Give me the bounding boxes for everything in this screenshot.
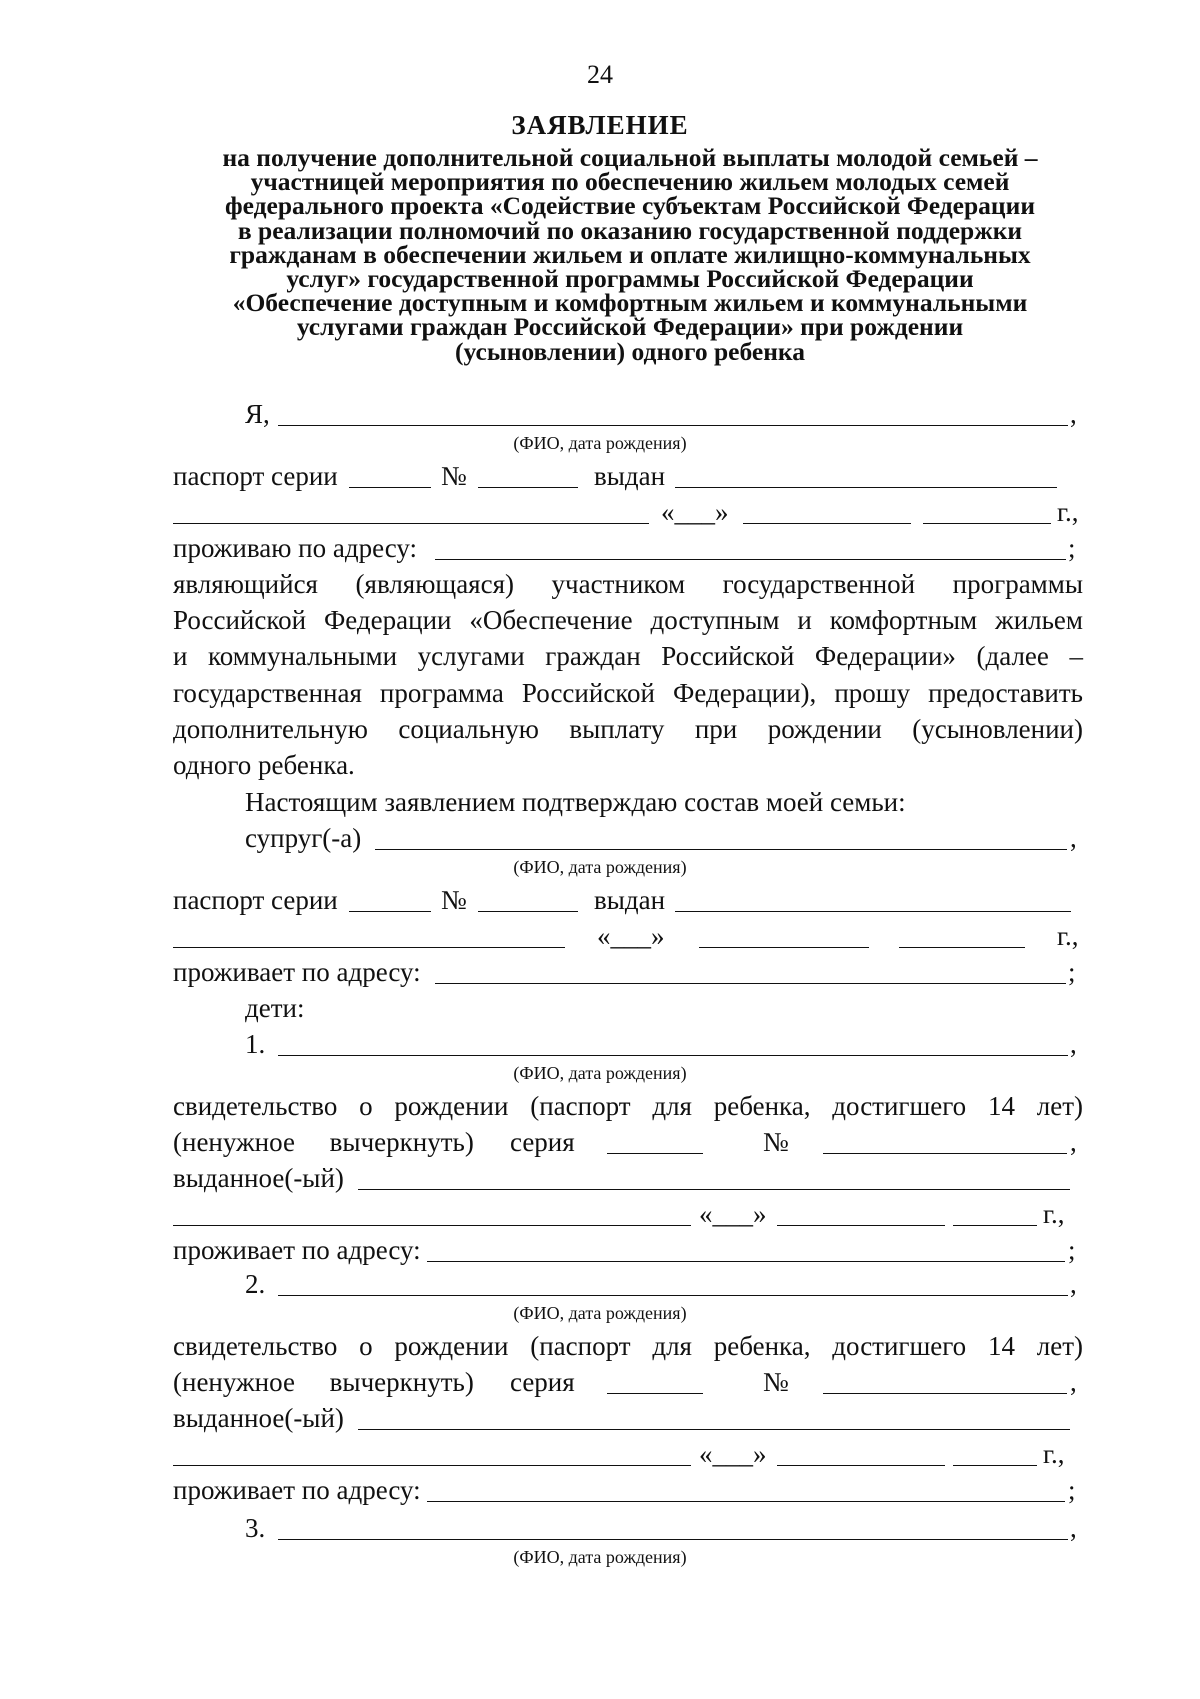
child-2-date-year-field[interactable] (953, 1465, 1037, 1466)
applicant-date-month-field[interactable] (743, 523, 911, 524)
spouse-passport-row (173, 882, 1083, 918)
child-1-issue-date-row (173, 1196, 1083, 1232)
body-paragraph (173, 566, 1083, 783)
spouse-address-field[interactable] (435, 983, 1066, 984)
child-1-date-month-field[interactable] (777, 1225, 945, 1226)
subtitle-line: участницей мероприятия по обеспечению жильем молодых семей (250, 167, 1010, 197)
page-number: 24 (587, 60, 613, 89)
spouse-date-year-field[interactable] (899, 947, 1025, 948)
child-1-issued-by-field[interactable] (358, 1189, 1070, 1190)
spouse-address-row (173, 954, 1083, 990)
year-suffix: г., (1057, 497, 1079, 527)
spouse-passport-series-field[interactable] (349, 911, 431, 912)
certificate-text: свидетельство о рождении (паспорт для ребенка, достигшего 14 лет) (173, 1091, 1083, 1121)
applicant-name-row (173, 396, 1083, 432)
semicolon: ; (1068, 1235, 1076, 1265)
passport-label: паспорт серии (173, 461, 338, 491)
semicolon: ; (1068, 533, 1076, 563)
applicant-name-field[interactable] (278, 425, 1068, 426)
child-2-name-row (173, 1266, 1083, 1302)
subtitle-line: в реализации полномочий по оказанию государственной поддержки (237, 215, 1023, 245)
child-1-issued-row (173, 1160, 1083, 1196)
number-sign: № (441, 885, 467, 915)
subtitle-line: на получение дополнительной социальной выплаты молодой семьей – (222, 143, 1038, 172)
number-sign: № (441, 461, 467, 491)
comma: , (1070, 1127, 1077, 1157)
issued-label: выдан (594, 461, 666, 491)
children-label-row (173, 990, 1083, 1026)
body-line: дополнительную социальную выплату при рождении (усыновлении) (173, 713, 1083, 744)
child-2-certificate-line (173, 1328, 1083, 1364)
subtitle-line: федерального проекта «Содействие субъектам Российской Федерации (224, 191, 1036, 221)
applicant-issued-by-field-cont[interactable] (173, 523, 649, 524)
child-2-series-field[interactable] (607, 1393, 703, 1394)
document-title: ЗАЯВЛЕНИЕ (511, 110, 689, 140)
address-label: проживает по адресу: (173, 1235, 421, 1265)
child-2-address-row (173, 1472, 1083, 1508)
spouse-issued-by-field-cont[interactable] (173, 947, 565, 948)
family-intro: Настоящим заявлением подтверждаю состав моей семьи: (245, 787, 906, 817)
child-2-date-month-field[interactable] (777, 1465, 945, 1466)
spouse-name-field[interactable] (375, 849, 1067, 850)
child-1-name-field[interactable] (278, 1055, 1068, 1056)
child-3-name-row (173, 1510, 1083, 1546)
semicolon: ; (1068, 957, 1076, 987)
semicolon: ; (1068, 1475, 1076, 1505)
date-day-quote: «___» (661, 497, 729, 527)
subtitle-line: услугами граждан Российской Федерации» при рождении (296, 312, 964, 342)
spouse-prefix: супруг(-а) (245, 823, 362, 853)
child-2-issued-by-field-cont[interactable] (173, 1465, 691, 1466)
issued-label: выданное(-ый) (173, 1403, 344, 1433)
address-label: проживает по адресу: (173, 957, 421, 987)
body-line: и коммунальными услугами граждан Российской Федерации» (далее – (173, 641, 1083, 672)
child-2-address-field[interactable] (427, 1501, 1065, 1502)
applicant-passport-series-field[interactable] (349, 487, 431, 488)
certificate-text: свидетельство о рождении (паспорт для ребенка, достигшего 14 лет) (173, 1331, 1083, 1361)
spouse-passport-number-field[interactable] (478, 911, 578, 912)
body-line: государственная программа Российской Федерации), прошу предоставить (173, 677, 1083, 708)
subtitle-line: (усыновлении) одного ребенка (455, 336, 805, 366)
comma: , (1070, 1367, 1077, 1397)
spouse-name-row (173, 820, 1083, 856)
spouse-caption: (ФИО, дата рождения) (513, 857, 687, 877)
address-label: проживает по адресу: (173, 1475, 421, 1505)
applicant-issue-date-row (173, 494, 1083, 530)
applicant-passport-row (173, 458, 1083, 494)
subtitle-line: услуг» государственной программы Российской Федерации (286, 264, 974, 294)
family-intro-row (173, 784, 1083, 820)
address-label: проживаю по адресу: (173, 533, 418, 563)
number-sign: № (763, 1127, 789, 1157)
child-3-caption: (ФИО, дата рождения) (513, 1547, 687, 1567)
child-1-series-field[interactable] (607, 1153, 703, 1154)
applicant-prefix: Я, (245, 399, 270, 429)
series-label: серия (510, 1127, 575, 1157)
applicant-address-row (173, 530, 1083, 566)
child-1-date-year-field[interactable] (953, 1225, 1037, 1226)
comma: , (1070, 1269, 1077, 1299)
child-2-issue-date-row (173, 1436, 1083, 1472)
passport-label: паспорт серии (173, 885, 338, 915)
child-2-series-row (173, 1364, 1083, 1400)
child-1-number-field[interactable] (823, 1153, 1067, 1154)
child-1-series-row (173, 1124, 1083, 1160)
child-3-name-field[interactable] (278, 1539, 1068, 1540)
child-number: 3. (245, 1513, 266, 1543)
applicant-issued-by-field[interactable] (675, 487, 1057, 488)
spouse-date-month-field[interactable] (699, 947, 869, 948)
child-number: 1. (245, 1029, 266, 1059)
child-1-caption: (ФИО, дата рождения) (513, 1063, 687, 1083)
child-2-issued-row (173, 1400, 1083, 1436)
applicant-address-field[interactable] (435, 559, 1066, 560)
document-subtitle (160, 143, 1100, 366)
date-day-quote: «___» (699, 1439, 767, 1469)
child-2-issued-by-field[interactable] (358, 1429, 1070, 1430)
comma: , (1070, 1513, 1077, 1543)
child-2-name-field[interactable] (278, 1295, 1068, 1296)
child-1-issued-by-field-cont[interactable] (173, 1225, 691, 1226)
spouse-issued-by-field[interactable] (675, 911, 1071, 912)
date-day-quote: «___» (597, 921, 665, 951)
child-1-address-field[interactable] (427, 1261, 1065, 1262)
child-2-number-field[interactable] (823, 1393, 1067, 1394)
child-1-name-row (173, 1026, 1083, 1062)
strike-label: (ненужное вычеркнуть) (173, 1367, 474, 1397)
child-2-caption: (ФИО, дата рождения) (513, 1303, 687, 1323)
comma: , (1070, 399, 1077, 429)
strike-label: (ненужное вычеркнуть) (173, 1127, 474, 1157)
child-1-address-row (173, 1232, 1083, 1268)
applicant-passport-number-field[interactable] (478, 487, 578, 488)
child-1-certificate-line (173, 1088, 1083, 1124)
subtitle-line: «Обеспечение доступным и комфортным жильем и коммунальными (232, 288, 1028, 318)
date-day-quote: «___» (699, 1199, 767, 1229)
child-number: 2. (245, 1269, 266, 1299)
subtitle-line: гражданам в обеспечении жильем и оплате жилищно-коммунальных (229, 239, 1031, 269)
issued-label: выданное(-ый) (173, 1163, 344, 1193)
issued-label: выдан (594, 885, 666, 915)
number-sign: № (763, 1367, 789, 1397)
spouse-issue-date-row (173, 918, 1083, 954)
children-label: дети: (245, 993, 305, 1023)
applicant-date-year-field[interactable] (923, 523, 1051, 524)
comma: , (1070, 1029, 1077, 1059)
year-suffix: г., (1043, 1439, 1065, 1469)
body-line: одного ребенка. (173, 750, 355, 781)
applicant-caption: (ФИО, дата рождения) (513, 433, 687, 453)
body-line: Российской Федерации «Обеспечение доступным и комфортным жильем (173, 605, 1083, 636)
comma: , (1070, 823, 1077, 853)
year-suffix: г., (1043, 1199, 1065, 1229)
body-line: являющийся (являющаяся) участником государственной программы (173, 569, 1083, 599)
series-label: серия (510, 1367, 575, 1397)
year-suffix: г., (1057, 921, 1079, 951)
